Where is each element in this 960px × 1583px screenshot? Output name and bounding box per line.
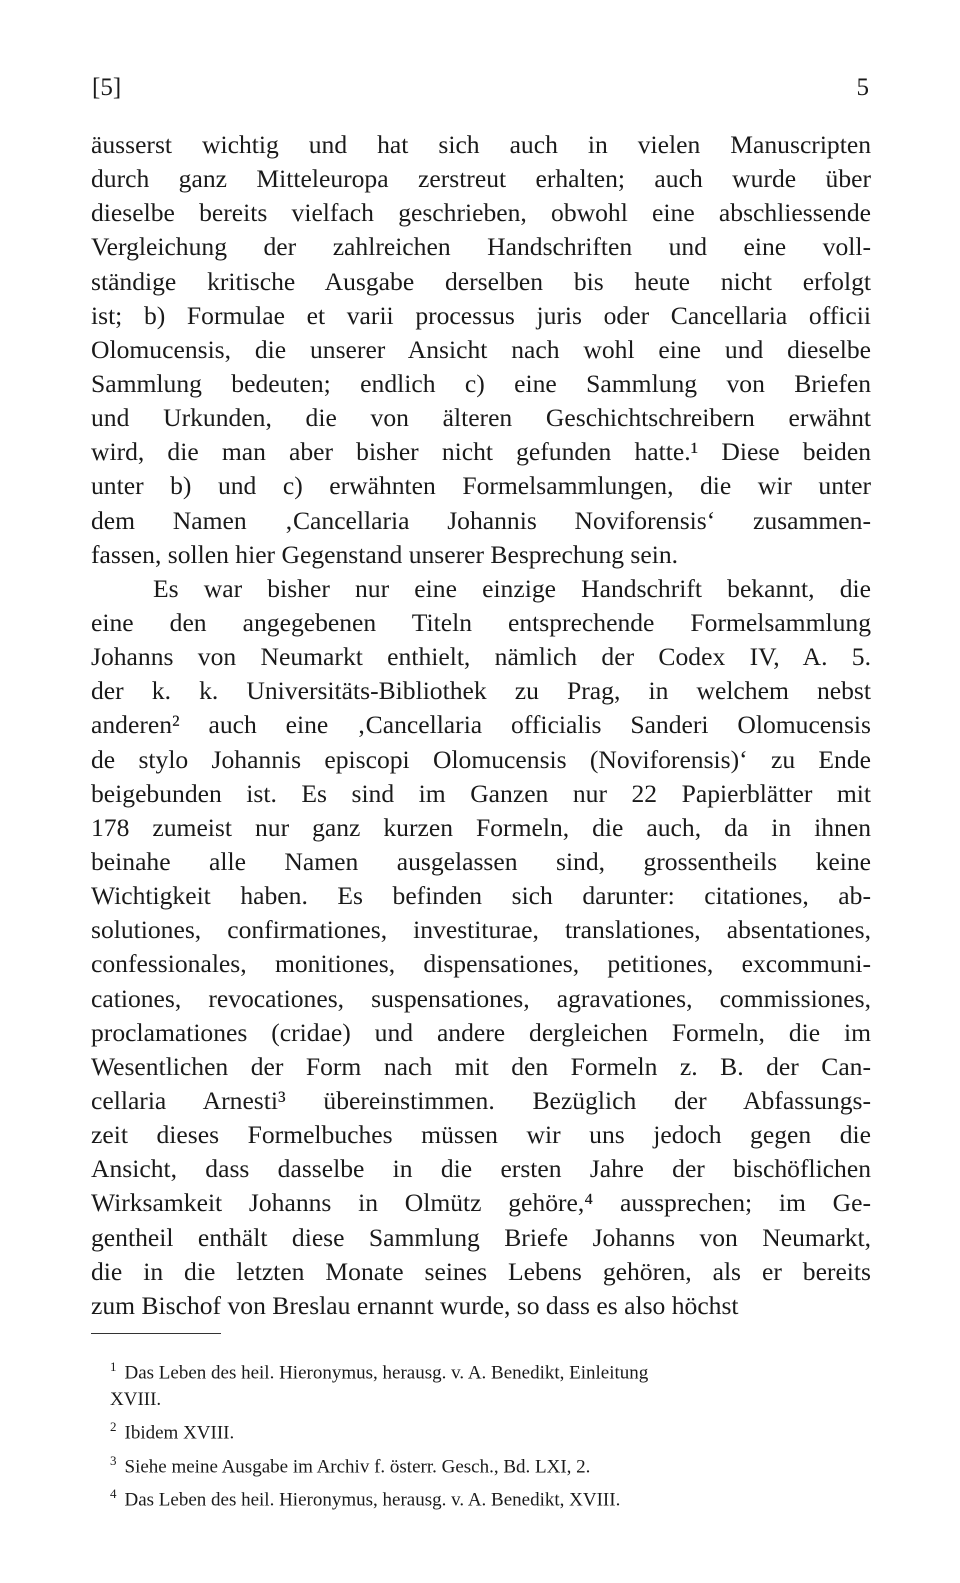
text-line: Johanns von Neumarkt enthielt, nämlich der Codex IV, A. 5. (91, 642, 871, 672)
text-line: gentheil enthält diese Sammlung Briefe Johanns von Neumarkt, (91, 1222, 871, 1252)
bracket-page-number: [5] (92, 74, 122, 101)
text-line: eine den angegebenen Titeln entsprechende Formelsammlung (91, 607, 871, 637)
text-line: Wirksamkeit Johanns in Olmütz gehöre,⁴ aussprechen; im Ge- (91, 1188, 871, 1218)
text-line: dem Namen ‚Cancellaria Johannis Noviforensis‘ zusammen- (91, 505, 871, 535)
text-line: Sammlung bedeuten; endlich c) eine Sammlung von Briefen (91, 368, 871, 398)
footnote (110, 1480, 870, 1513)
text-line: cationes, revocationes, suspensationes, agravationes, commissiones, (91, 983, 871, 1013)
text-line: solutiones, confirmationes, investiturae, translationes, absentationes, (91, 915, 871, 945)
text-line: zeit dieses Formelbuches müssen wir uns jedoch gegen die (91, 1120, 871, 1150)
footnote-separator (91, 1333, 221, 1334)
footnote-number: 1 (110, 1359, 117, 1374)
body-text (91, 128, 871, 1323)
footnote-continuation: XVIII. (110, 1389, 162, 1411)
page-header (92, 74, 869, 104)
footnote-number: 4 (110, 1485, 117, 1501)
text-line: und Urkunden, die von älteren Geschichtschreibern erwähnt (91, 403, 871, 433)
text-line: durch ganz Mitteleuropa zerstreut erhalten; auch wurde über (91, 164, 871, 194)
footnotes (110, 1353, 870, 1513)
text-line: cellaria Arnesti³ übereinstimmen. Bezüglich der Abfassungs- (91, 1085, 871, 1115)
footnote (110, 1353, 870, 1386)
text-line: Wichtigkeit haben. Es befinden sich darunter: citationes, ab- (91, 881, 871, 911)
footnote (110, 1447, 870, 1480)
text-line: Es war bisher nur eine einzige Handschrift bekannt, die (153, 573, 871, 603)
footnote-text: Das Leben des heil. Hieronymus, herausg. v. A. Benedikt, XVIII. (124, 1489, 621, 1511)
footnote (110, 1413, 870, 1446)
text-line: 178 zumeist nur ganz kurzen Formeln, die auch, da in ihnen (91, 812, 871, 842)
text-line: ist; b) Formulae et varii processus juris oder Cancellaria officii (91, 300, 871, 330)
text-line: zum Bischof von Breslau ernannt wurde, so dass es also höchst (91, 1290, 739, 1320)
text-line: confessionales, monitiones, dispensationes, petitiones, excommuni- (91, 949, 871, 979)
text-line: Vergleichung der zahlreichen Handschriften und eine voll- (91, 232, 871, 262)
text-line: unter b) und c) erwähnten Formelsammlungen, die wir unter (91, 471, 871, 501)
footnote-text: Das Leben des heil. Hieronymus, herausg. v. A. Benedikt, Einleitung (124, 1362, 649, 1384)
text-line: de stylo Johannis episcopi Olomucensis (Noviforensis)‘ zu Ende (91, 744, 871, 774)
page-number: 5 (856, 74, 869, 101)
text-line: die in die letzten Monate seines Lebens gehören, als er bereits (91, 1256, 871, 1286)
text-line: beigebunden ist. Es sind im Ganzen nur 22 Papierblätter mit (91, 778, 871, 808)
text-line: fassen, sollen hier Gegenstand unserer Besprechung sein. (91, 539, 679, 569)
footnote-text: Siehe meine Ausgabe im Archiv f. österr. Gesch., Bd. LXI, 2. (124, 1455, 591, 1477)
text-line: ständige kritische Ausgabe derselben bis heute nicht erfolgt (91, 266, 871, 296)
footnote-number: 3 (110, 1452, 117, 1468)
text-line: beinahe alle Namen ausgelassen sind, grossentheils keine (91, 846, 871, 876)
text-line: Olomucensis, die unserer Ansicht nach wohl eine und dieselbe (91, 334, 871, 364)
text-line: Ansicht, dass dasselbe in die ersten Jahre der bischöflichen (91, 1154, 871, 1184)
text-line: äusserst wichtig und hat sich auch in vielen Manuscripten (91, 130, 871, 159)
text-line: anderen² auch eine ‚Cancellaria officialis Sanderi Olomucensis (91, 710, 871, 740)
text-line: proclamationes (cridae) und andere dergleichen Formeln, die im (91, 1017, 871, 1047)
text-line: dieselbe bereits vielfach geschrieben, obwohl eine abschliessende (91, 198, 871, 228)
text-line: der k. k. Universitäts-Bibliothek zu Prag, in welchem nebst (91, 676, 871, 706)
text-line: Wesentlichen der Form nach mit den Formeln z. B. der Can- (91, 1051, 871, 1081)
footnote-number: 2 (110, 1419, 117, 1435)
text-line: wird, die man aber bisher nicht gefunden hatte.¹ Diese beiden (91, 437, 871, 467)
footnote-text: Ibidem XVIII. (124, 1422, 235, 1444)
